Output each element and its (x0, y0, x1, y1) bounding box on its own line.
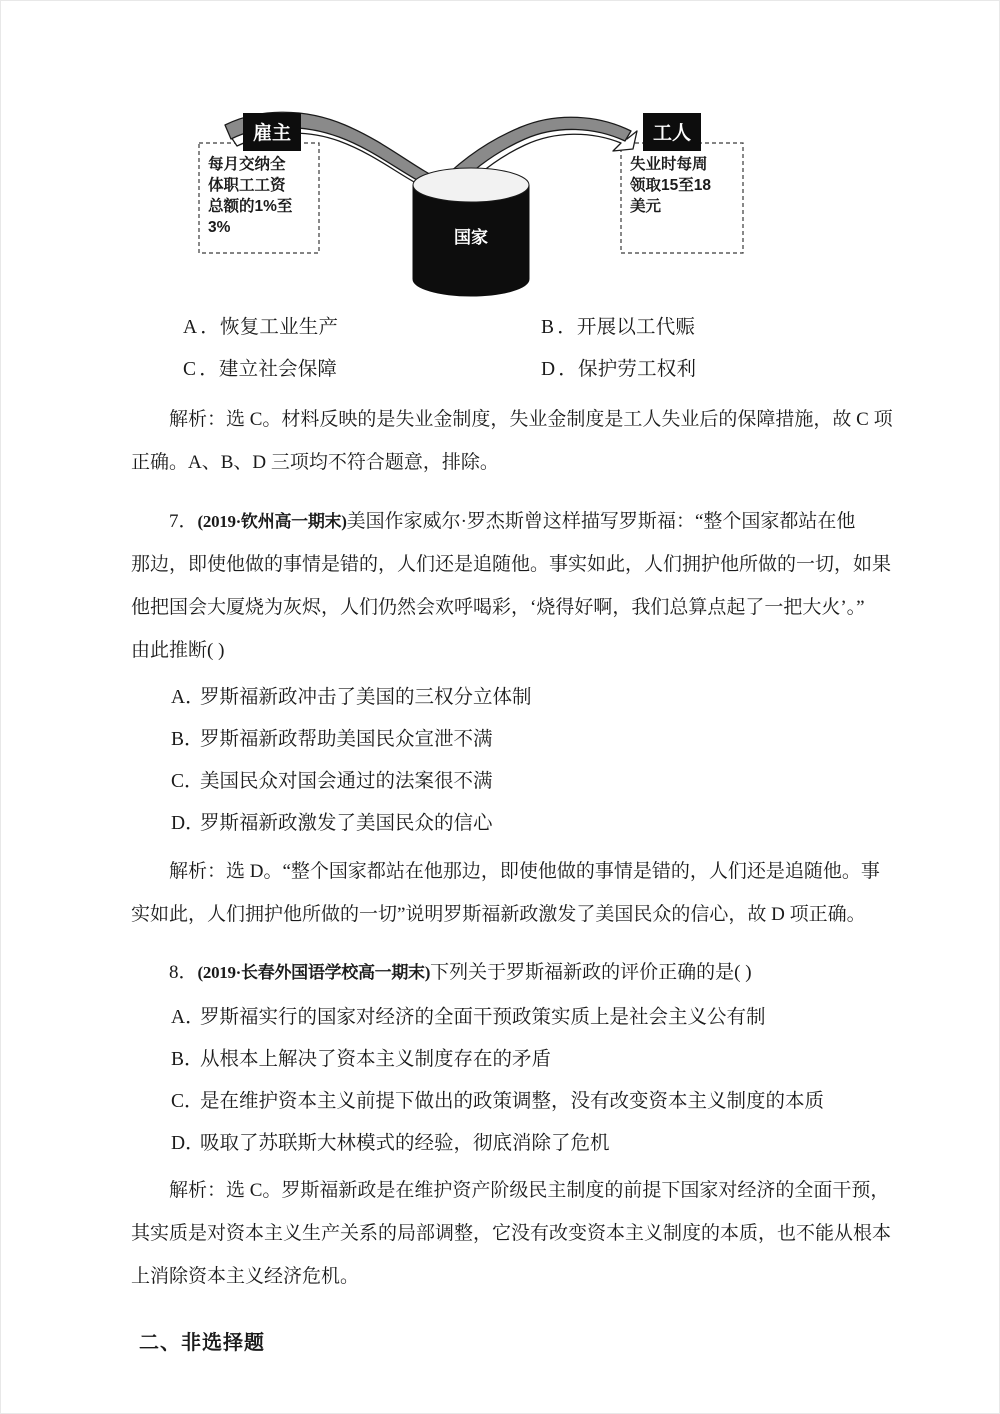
q8-option-d-text: 吸取了苏联斯大林模式的经验，彻底消除了危机 (200, 1133, 610, 1154)
employer-note-line-1: 每月交纳全 (208, 156, 286, 173)
section-heading-non-choice: 二、非选择题 (139, 1332, 265, 1354)
q8-number: 8． (169, 962, 198, 983)
q8-option-b[interactable] (171, 1043, 551, 1071)
q7-stem-line-2: 那边，即使他做的事情是错的，人们还是追随他。事实如此，人们拥护他所做的一切，如果 (131, 554, 892, 575)
q7-option-a-letter: A． (171, 687, 205, 708)
q6-option-d-text: 保护劳工权利 (578, 359, 697, 380)
q8-option-c-text: 是在维护资本主义前提下做出的政策调整，没有改变资本主义制度的本质 (200, 1091, 825, 1112)
q8-option-a[interactable] (171, 1001, 766, 1029)
q6-option-a-letter: A (183, 317, 198, 338)
q7-source: (2019·钦州高一期末) (197, 512, 347, 531)
q7-stem-line-1 (169, 506, 855, 533)
q8-source: (2019·长春外国语学校高一期末) (197, 963, 431, 982)
q8-option-d[interactable] (171, 1127, 610, 1155)
q6-option-d-letter: D (541, 359, 556, 380)
employer-note-line-4: 3% (208, 219, 231, 236)
q8-analysis-line-2: 其实质是对资本主义生产关系的局部调整，它没有改变资本主义制度的本质，也不能从根本 (131, 1223, 892, 1244)
worker-note-line-2: 领取15至18 (630, 177, 711, 194)
q8-option-a-letter: A． (171, 1007, 205, 1028)
q7-option-c[interactable] (171, 765, 493, 793)
q7-stem-text-1: 美国作家威尔·罗杰斯曾这样描写罗斯福：“整个国家都站在他 (346, 511, 856, 532)
employer-note-line-3: 总额的1%至 (208, 198, 293, 215)
employer-label: 雇主 (252, 123, 292, 144)
q8-option-a-text: 罗斯福实行的国家对经济的全面干预政策实质上是社会主义公有制 (200, 1007, 766, 1028)
q8-option-d-letter: D． (171, 1133, 205, 1154)
q6-analysis-line-2: 正确。A、B、D 三项均不符合题意，排除。 (131, 452, 499, 473)
q8-option-b-letter: B． (171, 1049, 204, 1070)
q6-option-b[interactable]: B ．开展以工代赈 (541, 317, 696, 338)
q7-option-c-letter: C． (171, 771, 204, 792)
state-label: 国家 (454, 228, 488, 247)
diagram-svg (191, 111, 751, 301)
q8-stem-line-1 (169, 957, 752, 984)
q6-option-d[interactable]: D ．保护劳工权利 (541, 359, 697, 380)
q8-analysis-line-3: 上消除资本主义经济危机。 (131, 1266, 360, 1287)
q8-option-b-text: 从根本上解决了资本主义制度存在的矛盾 (200, 1049, 552, 1070)
q7-number: 7． (169, 511, 198, 532)
worker-label: 工人 (652, 123, 692, 144)
q6-option-b-letter: B (541, 317, 555, 338)
q7-option-d-text: 罗斯福新政激发了美国民众的信心 (200, 813, 493, 834)
q7-option-b[interactable] (171, 723, 493, 751)
q8-option-c-letter: C． (171, 1091, 204, 1112)
q7-analysis-line-2: 实如此，人们拥护他所做的一切”说明罗斯福新政激发了美国民众的信心，故 D 项正确。 (131, 904, 866, 925)
q8-stem-text: 下列关于罗斯福新政的评价正确的是( ) (430, 962, 752, 983)
employer-note-line-2: 体职工工资 (208, 177, 286, 194)
worker-note-line-1: 失业时每周 (630, 156, 708, 173)
q6-option-a[interactable]: A ．恢复工业生产 (183, 317, 339, 338)
q6-option-a-text: 恢复工业生产 (220, 317, 339, 338)
q7-stem-line-3: 他把国会大厦烧为灰烬，人们仍然会欢呼喝彩，‘烧得好啊，我们总算点起了一把大火’。” (131, 597, 865, 618)
q7-option-b-letter: B． (171, 729, 204, 750)
q7-option-b-text: 罗斯福新政帮助美国民众宣泄不满 (200, 729, 493, 750)
q7-option-a-text: 罗斯福新政冲击了美国的三权分立体制 (200, 687, 532, 708)
q6-option-c-text: 建立社会保障 (218, 359, 338, 380)
q8-analysis-line-1: 解析：选 C。罗斯福新政是在维护资产阶级民主制度的前提下国家对经济的全面干预， (169, 1180, 890, 1201)
unemployment-insurance-diagram (191, 111, 751, 301)
q6-analysis-line-1: 解析：选 C。材料反映的是失业金制度，失业金制度是工人失业后的保障措施，故 C 项 (169, 409, 893, 430)
q7-stem-line-4: 由此推断( ) (131, 640, 225, 661)
q6-option-b-text: 开展以工代赈 (576, 317, 696, 338)
q6-option-c-letter: C (183, 359, 197, 380)
q7-option-d-letter: D． (171, 813, 205, 834)
q6-option-c[interactable]: C ．建立社会保障 (183, 359, 338, 380)
q7-option-d[interactable] (171, 807, 493, 835)
q8-option-c[interactable] (171, 1085, 824, 1113)
worker-note-line-3: 美元 (630, 198, 662, 215)
q7-analysis-line-1: 解析：选 D。“整个国家都站在他那边，即使他做的事情是错的，人们还是追随他。事 (169, 861, 880, 882)
q7-option-a[interactable] (171, 681, 532, 709)
q7-option-c-text: 美国民众对国会通过的法案很不满 (200, 771, 493, 792)
